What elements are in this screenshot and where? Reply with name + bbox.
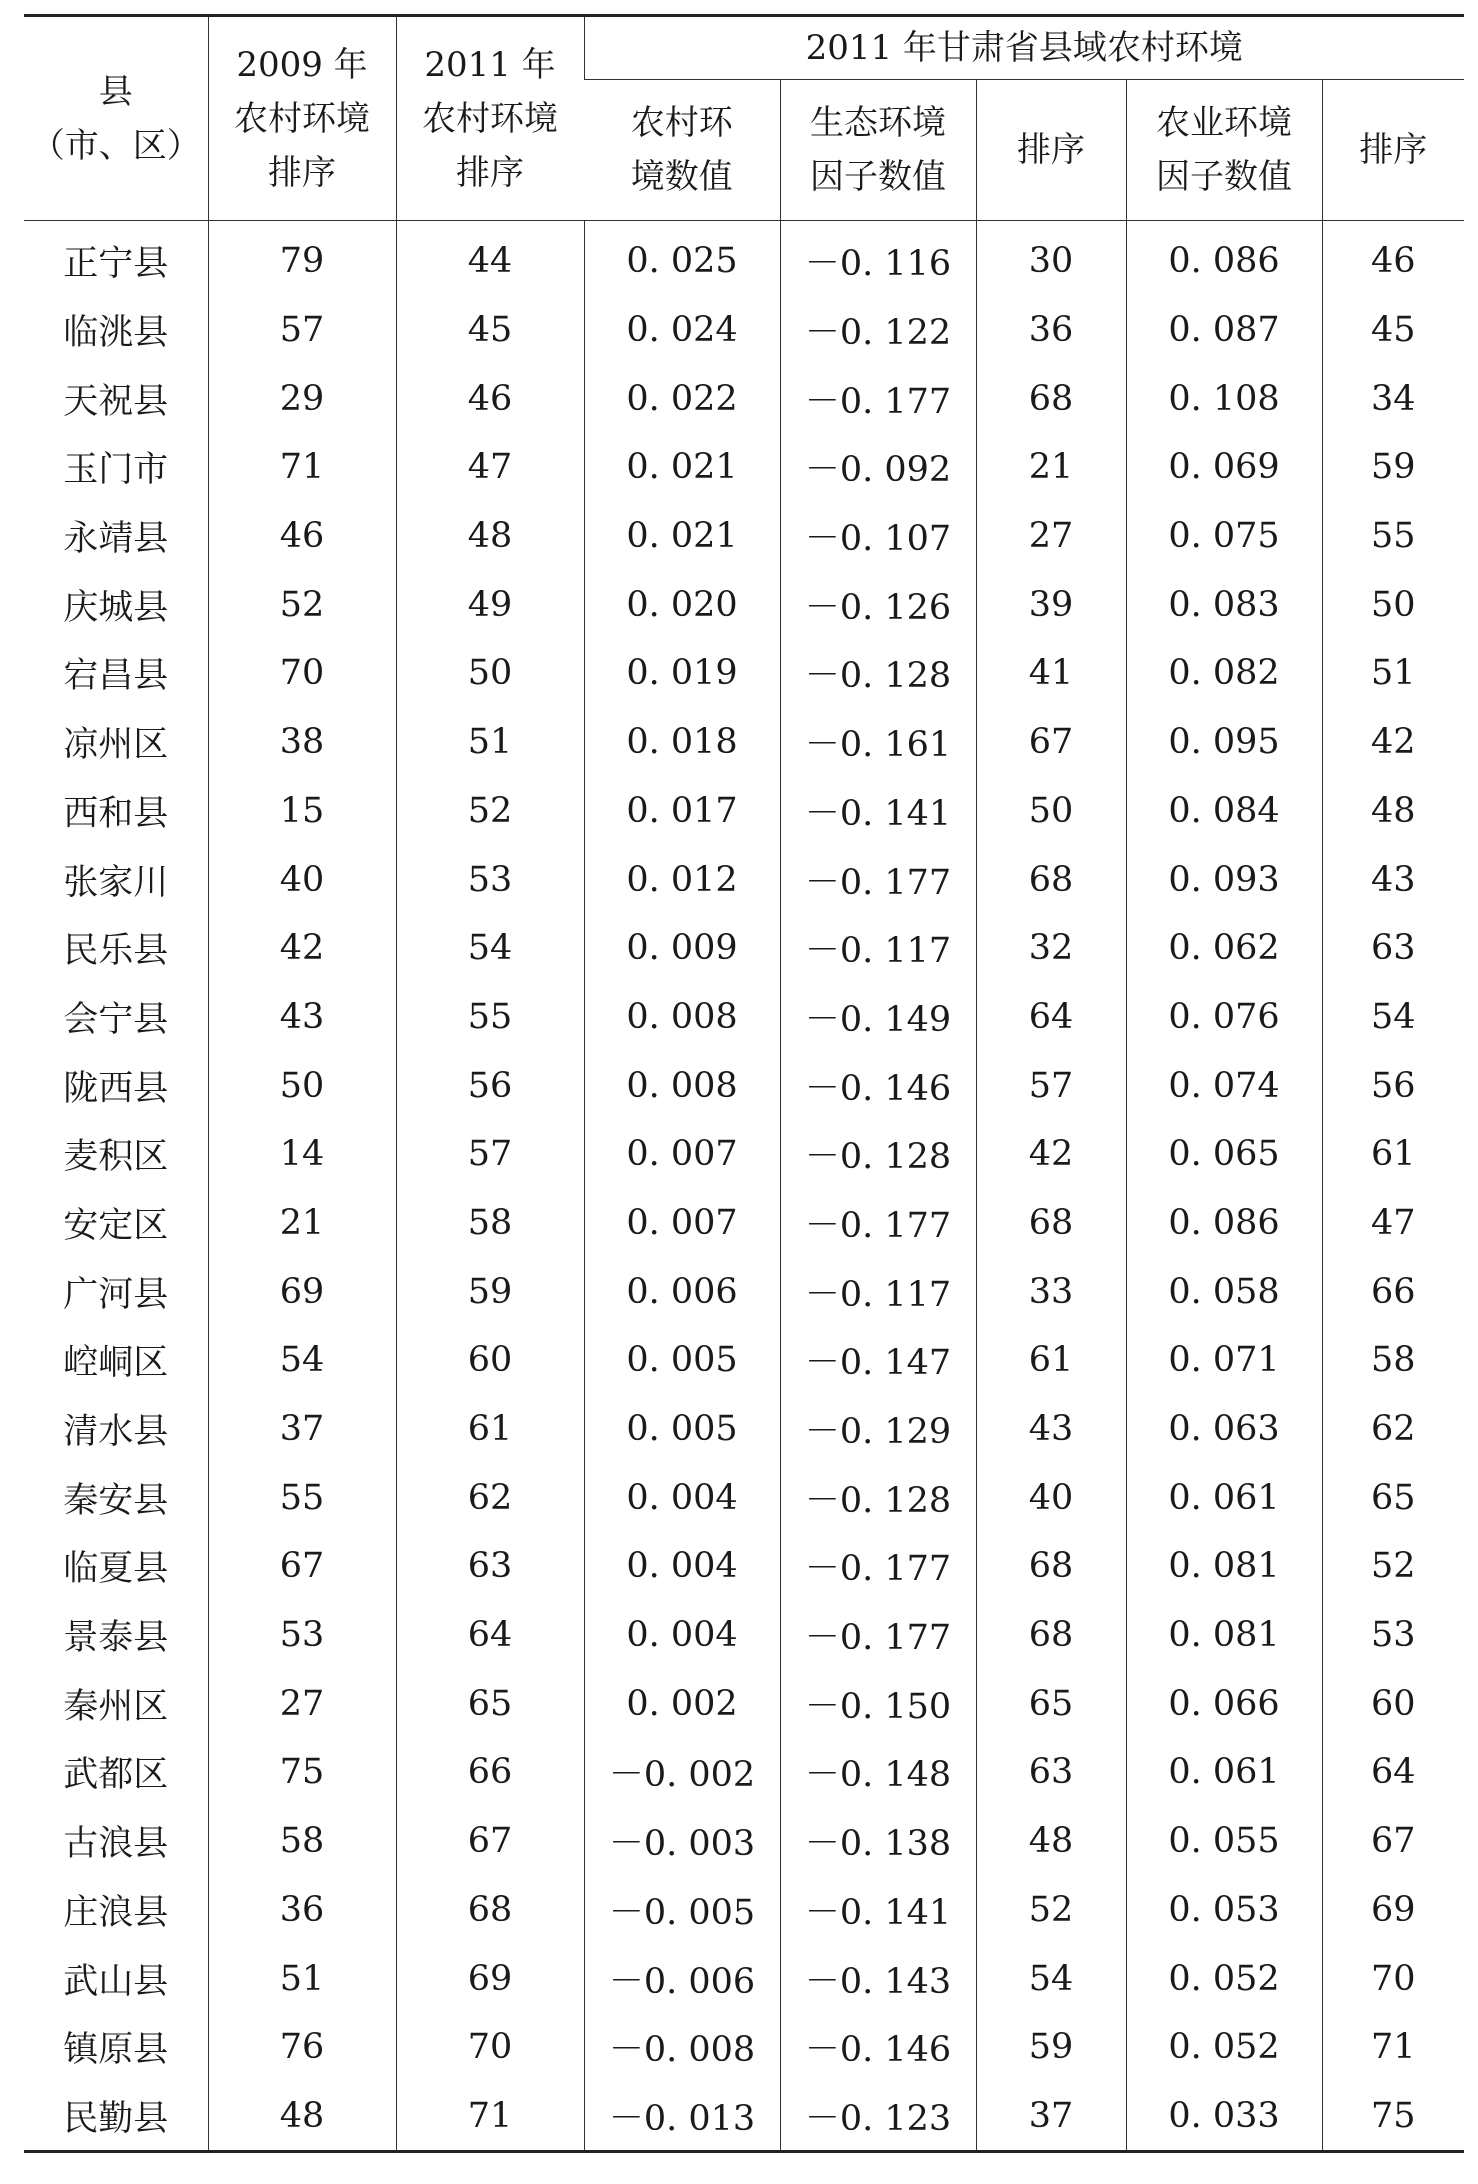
cell-ecology-factor: －0. 143 [780,1944,976,2013]
table-row [24,1738,1464,1807]
cell-agriculture-rank: 59 [1322,433,1464,502]
cell-rural-env-value: 0. 018 [584,708,780,777]
table-row [24,1807,1464,1876]
cell-ecology-factor: －0. 177 [780,1532,976,1601]
cell-rural-env-value: －0. 005 [584,1876,780,1945]
cell-ecology-factor: －0. 138 [780,1807,976,1876]
cell-county: 天祝县 [63,381,169,422]
cell-agriculture-factor: 0. 069 [1126,433,1322,502]
cell-ecology-factor: －0. 117 [780,1257,976,1326]
cell-agriculture-factor: 0. 055 [1126,1807,1322,1876]
cell-2011-rank: 53 [396,845,584,914]
cell-county: 广河县 [63,1274,169,1315]
cell-agriculture-factor: 0. 083 [1126,570,1322,639]
cell-agriculture-rank: 48 [1322,777,1464,846]
cell-county: 武都区 [63,1755,169,1796]
header-agriculture-rank: 排序 [1322,80,1464,221]
table-row [24,1669,1464,1738]
cell-ecology-factor: －0. 146 [780,2013,976,2082]
cell-2009-rank: 70 [208,639,396,708]
cell-agriculture-rank: 62 [1322,1395,1464,1464]
cell-ecology-factor: －0. 128 [780,639,976,708]
cell-2009-rank: 14 [208,1120,396,1189]
cell-2011-rank: 50 [396,639,584,708]
cell-2011-rank: 46 [396,364,584,433]
cell-2009-rank: 53 [208,1601,396,1670]
cell-ecology-rank: 37 [976,2082,1126,2152]
cell-2011-rank: 44 [396,221,584,296]
cell-2011-rank: 69 [396,1944,584,2013]
cell-agriculture-factor: 0. 086 [1126,1189,1322,1258]
rural-environment-table [24,14,1464,2153]
cell-ecology-rank: 50 [976,777,1126,846]
header-2009-rank: 2009 年 农村环境 排序 [208,16,396,221]
table-row [24,1532,1464,1601]
cell-2011-rank: 45 [396,296,584,365]
cell-2009-rank: 75 [208,1738,396,1807]
table-row [24,639,1464,708]
cell-ecology-factor: －0. 128 [780,1120,976,1189]
cell-2009-rank: 42 [208,914,396,983]
cell-county: 陇西县 [63,1068,169,1109]
cell-agriculture-factor: 0. 033 [1126,2082,1322,2152]
cell-agriculture-rank: 45 [1322,296,1464,365]
cell-ecology-rank: 42 [976,1120,1126,1189]
table-row [24,1189,1464,1258]
cell-county: 崆峒区 [63,1343,169,1384]
cell-agriculture-rank: 52 [1322,1532,1464,1601]
cell-2011-rank: 54 [396,914,584,983]
cell-ecology-rank: 41 [976,639,1126,708]
cell-county: 民乐县 [63,931,169,972]
cell-agriculture-factor: 0. 063 [1126,1395,1322,1464]
cell-agriculture-factor: 0. 061 [1126,1738,1322,1807]
cell-ecology-rank: 36 [976,296,1126,365]
table-container [24,14,1464,2153]
cell-ecology-factor: －0. 122 [780,296,976,365]
cell-2009-rank: 48 [208,2082,396,2152]
cell-county: 镇原县 [63,2030,169,2071]
cell-rural-env-value: －0. 008 [584,2013,780,2082]
cell-agriculture-rank: 61 [1322,1120,1464,1189]
table-row [24,296,1464,365]
table-row [24,1876,1464,1945]
cell-agriculture-factor: 0. 053 [1126,1876,1322,1945]
table-row [24,1395,1464,1464]
cell-agriculture-rank: 50 [1322,570,1464,639]
cell-ecology-factor: －0. 161 [780,708,976,777]
cell-rural-env-value: 0. 005 [584,1395,780,1464]
cell-rural-env-value: 0. 008 [584,1051,780,1120]
header-rural-env-value: 农村环 境数值 [584,80,780,221]
cell-ecology-factor: －0. 126 [780,570,976,639]
cell-ecology-rank: 57 [976,1051,1126,1120]
cell-ecology-rank: 39 [976,570,1126,639]
cell-rural-env-value: 0. 021 [584,502,780,571]
cell-rural-env-value: 0. 004 [584,1532,780,1601]
table-header [24,16,1464,221]
cell-agriculture-factor: 0. 093 [1126,845,1322,914]
cell-agriculture-rank: 69 [1322,1876,1464,1945]
cell-rural-env-value: 0. 022 [584,364,780,433]
cell-county: 古浪县 [63,1824,169,1865]
cell-agriculture-rank: 65 [1322,1463,1464,1532]
cell-agriculture-rank: 54 [1322,983,1464,1052]
cell-agriculture-factor: 0. 061 [1126,1463,1322,1532]
cell-agriculture-rank: 42 [1322,708,1464,777]
cell-agriculture-factor: 0. 075 [1126,502,1322,571]
cell-ecology-rank: 67 [976,708,1126,777]
cell-ecology-factor: －0. 177 [780,1189,976,1258]
table-row [24,708,1464,777]
cell-2011-rank: 49 [396,570,584,639]
cell-county: 清水县 [63,1412,169,1453]
cell-county: 麦积区 [63,1137,169,1178]
cell-ecology-factor: －0. 117 [780,914,976,983]
cell-rural-env-value: 0. 012 [584,845,780,914]
cell-ecology-factor: －0. 116 [780,221,976,296]
cell-county: 景泰县 [63,1618,169,1659]
cell-county: 凉州区 [63,725,169,766]
cell-2011-rank: 66 [396,1738,584,1807]
cell-2009-rank: 71 [208,433,396,502]
cell-ecology-rank: 59 [976,2013,1126,2082]
table-row [24,1944,1464,2013]
cell-ecology-rank: 54 [976,1944,1126,2013]
cell-rural-env-value: 0. 008 [584,983,780,1052]
cell-2009-rank: 29 [208,364,396,433]
cell-county: 安定区 [63,1205,169,1246]
cell-ecology-rank: 43 [976,1395,1126,1464]
cell-agriculture-factor: 0. 082 [1126,639,1322,708]
cell-ecology-factor: －0. 128 [780,1463,976,1532]
cell-ecology-rank: 48 [976,1807,1126,1876]
table-row [24,221,1464,296]
cell-ecology-factor: －0. 148 [780,1738,976,1807]
cell-county: 庄浪县 [63,1892,169,1933]
header-ecology-factor: 生态环境 因子数值 [780,80,976,221]
header-county: 县 （市、区） [24,16,208,221]
cell-rural-env-value: 0. 007 [584,1189,780,1258]
cell-ecology-factor: －0. 107 [780,502,976,571]
cell-2009-rank: 46 [208,502,396,571]
cell-2009-rank: 54 [208,1326,396,1395]
cell-2011-rank: 47 [396,433,584,502]
cell-ecology-rank: 52 [976,1876,1126,1945]
cell-agriculture-factor: 0. 081 [1126,1532,1322,1601]
cell-ecology-rank: 30 [976,221,1126,296]
cell-rural-env-value: 0. 005 [584,1326,780,1395]
cell-agriculture-factor: 0. 052 [1126,2013,1322,2082]
cell-rural-env-value: 0. 006 [584,1257,780,1326]
table-row [24,983,1464,1052]
cell-county: 秦安县 [63,1480,169,1521]
cell-agriculture-rank: 34 [1322,364,1464,433]
cell-2009-rank: 52 [208,570,396,639]
cell-rural-env-value: 0. 021 [584,433,780,502]
cell-ecology-factor: －0. 123 [780,2082,976,2152]
cell-2009-rank: 51 [208,1944,396,2013]
table-row [24,777,1464,846]
cell-2011-rank: 51 [396,708,584,777]
cell-2011-rank: 58 [396,1189,584,1258]
cell-ecology-factor: －0. 146 [780,1051,976,1120]
cell-agriculture-rank: 51 [1322,639,1464,708]
cell-2009-rank: 58 [208,1807,396,1876]
table-row [24,1463,1464,1532]
cell-ecology-rank: 68 [976,1189,1126,1258]
cell-rural-env-value: 0. 020 [584,570,780,639]
cell-agriculture-factor: 0. 058 [1126,1257,1322,1326]
cell-county: 张家川 [63,862,169,903]
cell-county: 武山县 [63,1961,169,2002]
cell-county: 临夏县 [63,1549,169,1590]
cell-agriculture-factor: 0. 065 [1126,1120,1322,1189]
cell-2009-rank: 69 [208,1257,396,1326]
cell-2011-rank: 55 [396,983,584,1052]
cell-agriculture-rank: 75 [1322,2082,1464,2152]
cell-agriculture-rank: 53 [1322,1601,1464,1670]
cell-agriculture-factor: 0. 062 [1126,914,1322,983]
cell-2009-rank: 27 [208,1669,396,1738]
cell-2009-rank: 67 [208,1532,396,1601]
cell-county: 永靖县 [63,519,169,560]
cell-rural-env-value: －0. 013 [584,2082,780,2152]
cell-2011-rank: 57 [396,1120,584,1189]
cell-agriculture-rank: 55 [1322,502,1464,571]
cell-ecology-rank: 33 [976,1257,1126,1326]
cell-agriculture-rank: 56 [1322,1051,1464,1120]
cell-ecology-factor: －0. 177 [780,1601,976,1670]
header-ecology-rank: 排序 [976,80,1126,221]
cell-ecology-factor: －0. 141 [780,777,976,846]
cell-ecology-rank: 68 [976,1601,1126,1670]
cell-agriculture-factor: 0. 074 [1126,1051,1322,1120]
cell-ecology-rank: 65 [976,1669,1126,1738]
cell-rural-env-value: 0. 007 [584,1120,780,1189]
cell-rural-env-value: 0. 025 [584,221,780,296]
cell-2009-rank: 76 [208,2013,396,2082]
cell-agriculture-rank: 58 [1322,1326,1464,1395]
cell-agriculture-rank: 71 [1322,2013,1464,2082]
cell-county: 庆城县 [63,587,169,628]
cell-county: 秦州区 [63,1686,169,1727]
cell-ecology-rank: 64 [976,983,1126,1052]
cell-agriculture-factor: 0. 095 [1126,708,1322,777]
cell-ecology-factor: －0. 147 [780,1326,976,1395]
cell-ecology-factor: －0. 149 [780,983,976,1052]
cell-county: 玉门市 [63,450,169,491]
cell-rural-env-value: －0. 002 [584,1738,780,1807]
cell-ecology-factor: －0. 141 [780,1876,976,1945]
cell-rural-env-value: 0. 009 [584,914,780,983]
cell-ecology-rank: 21 [976,433,1126,502]
table-row [24,1257,1464,1326]
table-row [24,914,1464,983]
cell-agriculture-factor: 0. 081 [1126,1601,1322,1670]
cell-2011-rank: 56 [396,1051,584,1120]
cell-ecology-rank: 68 [976,1532,1126,1601]
cell-agriculture-factor: 0. 052 [1126,1944,1322,2013]
table-row [24,1326,1464,1395]
cell-agriculture-rank: 63 [1322,914,1464,983]
cell-ecology-rank: 63 [976,1738,1126,1807]
table-row [24,845,1464,914]
header-group-2011: 2011 年甘肃省县域农村环境 [584,16,1464,80]
cell-ecology-rank: 61 [976,1326,1126,1395]
cell-2011-rank: 67 [396,1807,584,1876]
cell-2009-rank: 79 [208,221,396,296]
cell-agriculture-rank: 66 [1322,1257,1464,1326]
cell-rural-env-value: －0. 003 [584,1807,780,1876]
table-row [24,1051,1464,1120]
cell-agriculture-factor: 0. 087 [1126,296,1322,365]
cell-2009-rank: 40 [208,845,396,914]
cell-county: 民勤县 [63,2098,169,2139]
cell-2011-rank: 65 [396,1669,584,1738]
table-row [24,2082,1464,2152]
header-agriculture-factor: 农业环境 因子数值 [1126,80,1322,221]
cell-ecology-factor: －0. 092 [780,433,976,502]
cell-2009-rank: 21 [208,1189,396,1258]
cell-agriculture-factor: 0. 071 [1126,1326,1322,1395]
table-row [24,570,1464,639]
cell-2009-rank: 37 [208,1395,396,1464]
cell-2009-rank: 43 [208,983,396,1052]
cell-agriculture-rank: 64 [1322,1738,1464,1807]
cell-rural-env-value: 0. 019 [584,639,780,708]
cell-ecology-rank: 40 [976,1463,1126,1532]
cell-2009-rank: 55 [208,1463,396,1532]
cell-county: 正宁县 [63,244,169,285]
header-2011-rank: 2011 年 农村环境 排序 [396,16,584,221]
table-body [24,221,1464,2152]
cell-agriculture-factor: 0. 108 [1126,364,1322,433]
cell-ecology-factor: －0. 177 [780,845,976,914]
cell-2011-rank: 60 [396,1326,584,1395]
cell-2011-rank: 62 [396,1463,584,1532]
cell-2011-rank: 70 [396,2013,584,2082]
cell-2011-rank: 64 [396,1601,584,1670]
cell-2011-rank: 52 [396,777,584,846]
cell-2011-rank: 48 [396,502,584,571]
cell-2011-rank: 71 [396,2082,584,2152]
cell-2009-rank: 50 [208,1051,396,1120]
table-row [24,433,1464,502]
cell-rural-env-value: 0. 024 [584,296,780,365]
cell-2009-rank: 36 [208,1876,396,1945]
cell-ecology-rank: 68 [976,845,1126,914]
cell-2011-rank: 61 [396,1395,584,1464]
table-row [24,364,1464,433]
cell-rural-env-value: 0. 002 [584,1669,780,1738]
table-row [24,1601,1464,1670]
cell-rural-env-value: 0. 004 [584,1601,780,1670]
cell-agriculture-factor: 0. 076 [1126,983,1322,1052]
cell-2011-rank: 68 [396,1876,584,1945]
cell-county: 宕昌县 [63,656,169,697]
cell-agriculture-factor: 0. 066 [1126,1669,1322,1738]
cell-agriculture-rank: 67 [1322,1807,1464,1876]
cell-agriculture-rank: 46 [1322,221,1464,296]
cell-agriculture-rank: 47 [1322,1189,1464,1258]
cell-rural-env-value: 0. 017 [584,777,780,846]
cell-county: 西和县 [63,793,169,834]
cell-agriculture-rank: 60 [1322,1669,1464,1738]
cell-agriculture-rank: 43 [1322,845,1464,914]
cell-county: 临洮县 [63,313,169,354]
cell-2011-rank: 59 [396,1257,584,1326]
cell-agriculture-rank: 70 [1322,1944,1464,2013]
cell-ecology-rank: 68 [976,364,1126,433]
cell-rural-env-value: 0. 004 [584,1463,780,1532]
cell-2009-rank: 57 [208,296,396,365]
cell-agriculture-factor: 0. 086 [1126,221,1322,296]
table-row [24,2013,1464,2082]
table-row [24,502,1464,571]
cell-ecology-factor: －0. 129 [780,1395,976,1464]
cell-agriculture-factor: 0. 084 [1126,777,1322,846]
cell-rural-env-value: －0. 006 [584,1944,780,2013]
cell-ecology-rank: 32 [976,914,1126,983]
cell-ecology-factor: －0. 177 [780,364,976,433]
table-row [24,1120,1464,1189]
cell-2009-rank: 38 [208,708,396,777]
cell-2011-rank: 63 [396,1532,584,1601]
cell-ecology-factor: －0. 150 [780,1669,976,1738]
cell-county: 会宁县 [63,999,169,1040]
cell-ecology-rank: 27 [976,502,1126,571]
cell-2009-rank: 15 [208,777,396,846]
